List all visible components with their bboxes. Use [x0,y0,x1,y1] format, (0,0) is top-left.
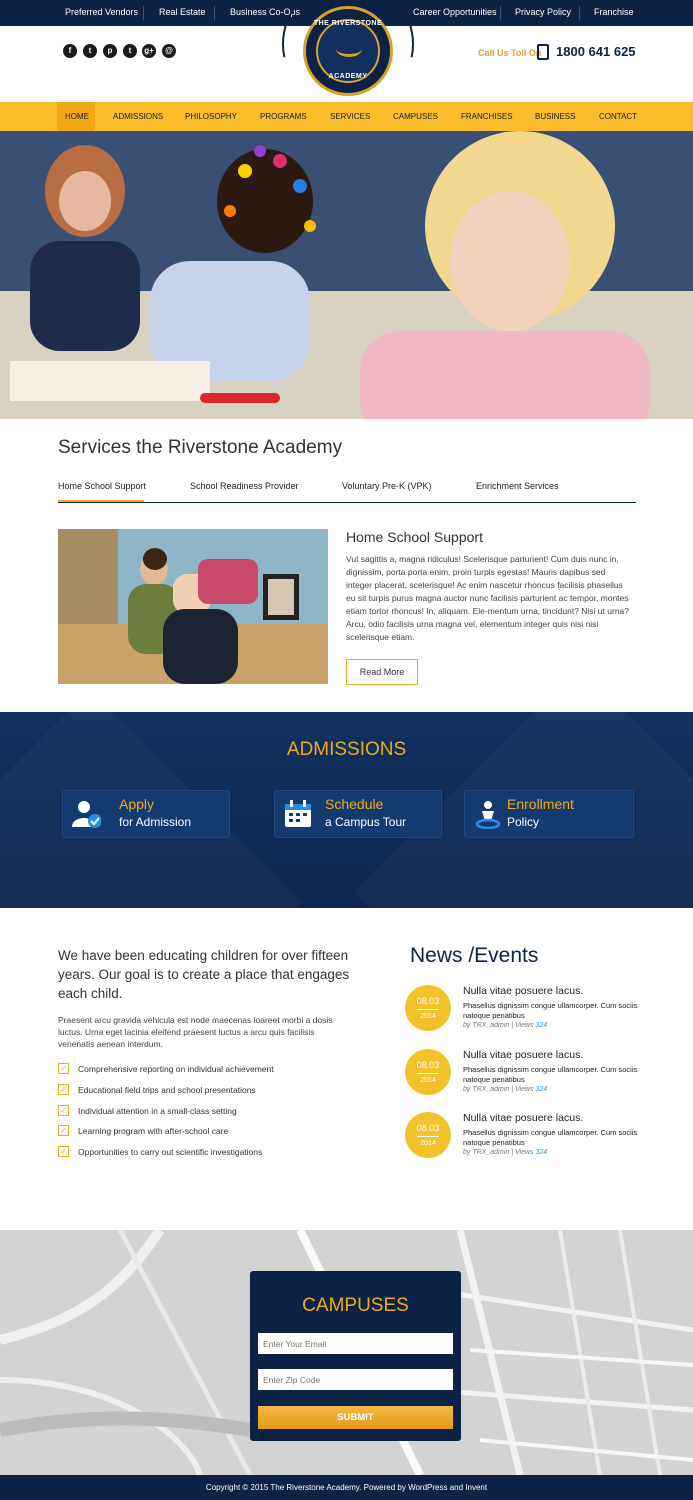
service-heading: Home School Support [346,529,483,545]
email-icon[interactable]: @ [162,44,176,58]
schedule-sublabel: a Campus Tour [325,815,407,829]
campuses-title: CAMPUSES [302,1295,409,1316]
nav-programs[interactable]: PROGRAMS [260,112,307,121]
date-badge [405,1112,451,1158]
logo-text-bottom: ACADEMY [328,73,368,80]
news-meta [463,1149,547,1156]
nav-services[interactable]: SERVICES [330,112,371,121]
phone-number[interactable]: 1800 641 625 [556,44,636,59]
logo-text-top: THE RIVERSTONE [313,20,383,27]
read-more-button[interactable]: Read More [346,659,418,685]
nav-admissions[interactable]: ADMISSIONS [113,112,164,121]
news-excerpt: Phasellus dignissim congue ullamcorper. Cum sociis natoque penatibus [463,1065,638,1084]
phone-label: Call Us Toll On [478,48,542,58]
divider [579,6,580,20]
hero-image [0,131,693,419]
services-title: Services the Riverstone Academy [58,437,343,458]
user-check-icon [71,799,101,829]
enrollment-label: Enrollment [507,796,574,812]
news-date: 08.03 [416,1123,440,1133]
site-logo[interactable] [303,6,393,96]
news-title-link[interactable]: Nulla vitae posuere lacus. [463,985,584,997]
tumblr-icon[interactable]: t [123,44,137,58]
checkbox-icon: ✓ [58,1146,69,1157]
schedule-label: Schedule [325,796,384,812]
top-link-business-coops[interactable]: Business Co-Ops [230,7,301,17]
phone-icon [537,44,549,60]
zip-code-input[interactable] [258,1369,453,1390]
divider [417,1009,439,1010]
feature-label: Individual attention in a small-class setting [78,1106,237,1116]
footer-copyright: Copyright © 2015 The Riverstone Academy. Powered by WordPress and Invent [0,1475,693,1500]
divider [417,1136,439,1137]
feature-label: Educational field trips and school presentations [78,1085,256,1095]
feature-label: Opportunities to carry out scientific investigations [78,1147,263,1157]
apply-admission-button[interactable] [62,790,230,838]
nav-home[interactable]: HOME [65,112,89,121]
divider [417,1073,439,1074]
active-tab-indicator [58,500,144,502]
news-author: by TRX_admin | Views [463,1149,534,1156]
news-item[interactable] [405,1112,645,1162]
email-input[interactable] [258,1333,453,1354]
facebook-icon[interactable]: f [63,44,77,58]
feature-label: Comprehensive reporting on individual achievement [78,1064,274,1074]
news-item[interactable] [405,985,645,1035]
submit-button[interactable]: SUBMIT [258,1406,453,1429]
news-views: 324 [535,1149,548,1156]
news-year: 2014 [420,1013,436,1020]
nav-contact[interactable]: CONTACT [599,112,638,121]
main-nav [0,102,693,131]
divider [143,6,144,20]
news-meta [463,1022,547,1029]
divider [214,6,215,20]
checkbox-icon: ✓ [58,1084,69,1095]
service-description: Vut sagittis a, magna ridiculus! Scelerisque parturient! Cum duis nunc in, dignissim, porta porta enim, proin turpis egestas! Mauris dapibus sed integer placerat, scelerisque! Ac enim nascetur rhoncus facilisis phasellus eu sit turpis purus magna auctor nunc facilisis parturient ac tempor, montes etiam tortor rhoncus! In, aliquam. Ele-mentum urna, tincidunt? Nisi ut urna? Arcu, odio facilisis urna magna vel, elementum integer quis nisi nisi scelerisque etiam. [346,554,629,642]
news-year: 2014 [420,1140,436,1147]
news-date: 08.03 [416,996,440,1006]
news-title-link[interactable]: Nulla vitae posuere lacus. [463,1112,584,1124]
checkbox-icon: ✓ [58,1125,69,1136]
news-views: 324 [535,1022,548,1029]
checkbox-icon: ✓ [58,1105,69,1116]
service-image [58,529,328,684]
calendar-icon [283,799,313,829]
news-excerpt: Phasellus dignissim congue ullamcorper. Cum sociis natoque penatibus [463,1128,638,1147]
apply-sublabel: for Admission [119,815,192,829]
checkbox-icon: ✓ [58,1063,69,1074]
service-illustration [58,529,328,684]
news-date: 08.03 [416,1060,440,1070]
enrollment-policy-button[interactable] [464,790,634,838]
news-author: by TRX_admin | Views [463,1022,534,1029]
news-meta [463,1086,547,1093]
feature-label: Learning program with after-school care [78,1126,229,1136]
enrollment-sublabel: Policy [507,815,540,829]
google-plus-icon[interactable]: g+ [142,44,156,58]
date-badge [405,985,451,1031]
services-tabs [58,481,636,503]
news-excerpt: Phasellus dignissim congue ullamcorper. Cum sociis natoque penatibus [463,1001,638,1020]
divider [500,6,501,20]
news-title-link[interactable]: Nulla vitae posuere lacus. [463,1049,584,1061]
schedule-tour-button[interactable] [274,790,442,838]
about-body: Praesent arcu gravida vehicula est node maecenas loareet morbi a dosis luctus. Urna eget lacinia eleifend praesent luctus a arcu quis facilisis venenatis aenean interdum. [58,1015,333,1049]
top-link-privacy-policy[interactable]: Privacy Policy [515,7,572,17]
tab-enrichment[interactable]: Enrichment Services [476,481,559,491]
apply-label: Apply [119,796,155,812]
top-link-preferred-vendors[interactable]: Preferred Vendors [65,7,139,17]
date-badge [405,1049,451,1095]
hero-illustration [0,131,693,419]
news-author: by TRX_admin | Views [463,1086,534,1093]
nav-business[interactable]: BUSINESS [535,112,576,121]
tab-school-readiness[interactable]: School Readiness Provider [190,481,299,491]
nav-campuses[interactable]: CAMPUSES [393,112,438,121]
top-link-real-estate[interactable]: Real Estate [159,7,206,17]
news-year: 2014 [420,1077,436,1084]
person-badge-icon [473,799,503,829]
news-views: 324 [535,1086,548,1093]
news-title: News /Events [410,944,539,967]
top-link-franchise[interactable]: Franchise [594,7,634,17]
pinterest-icon[interactable]: p [103,44,117,58]
twitter-icon[interactable]: t [83,44,97,58]
book-icon [336,41,362,57]
news-item[interactable] [405,1049,645,1099]
nav-franchises[interactable]: FRANCHISES [461,112,513,121]
admissions-title: ADMISSIONS [286,739,407,760]
campus-search-box [250,1271,461,1441]
admissions-section [0,712,693,908]
top-link-career-opportunities[interactable]: Career Opportunities [413,7,497,17]
nav-philosophy[interactable]: PHILOSOPHY [185,112,238,121]
tab-home-school-support[interactable]: Home School Support [58,481,147,491]
about-heading: We have been educating children for over fifteen years. Our goal is to create a place that engages each child. [58,948,350,1001]
tab-vpk[interactable]: Voluntary Pre-K (VPK) [342,481,432,491]
